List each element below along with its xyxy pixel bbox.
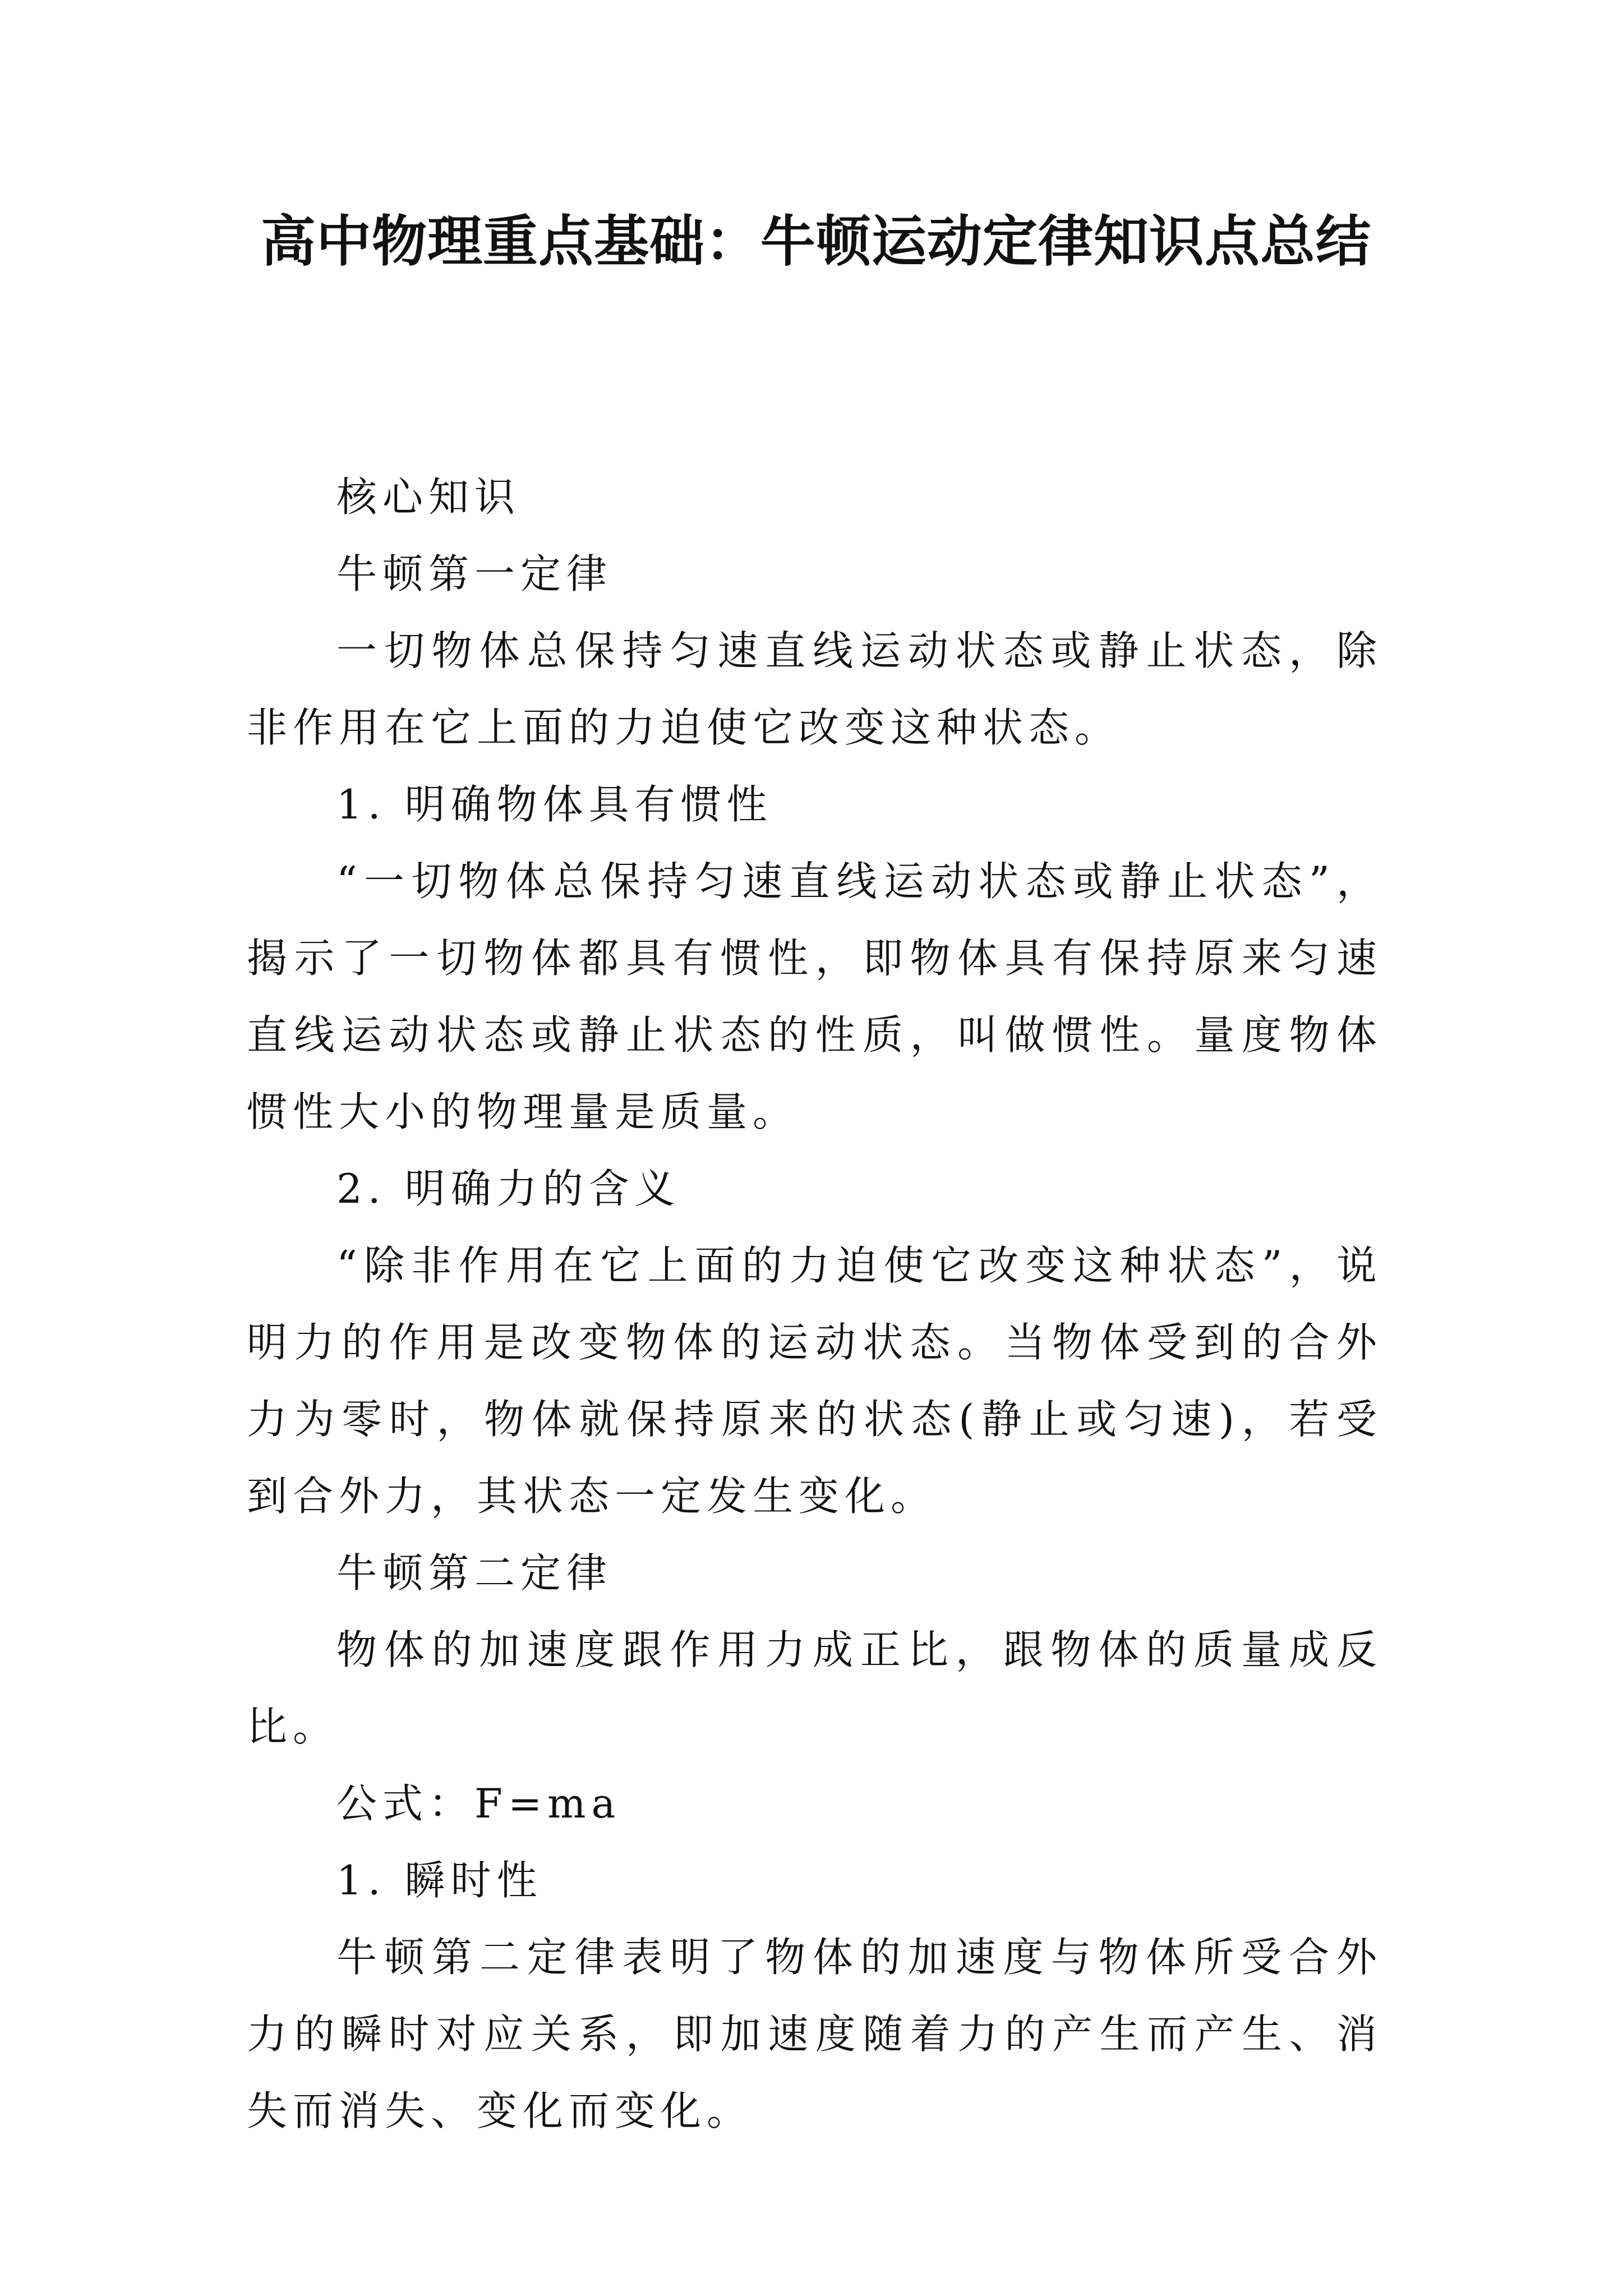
- subheading-instantaneity: 1. 瞬时性: [336, 1857, 543, 1904]
- paragraph-force-meaning: “除非作用在它上面的力迫使它改变这种状态”，说明力的作用是改变物体的运动状态。当物体受到的合外力为零时，物体就保持原来的状态(静止或匀速)，若受到合外力，其状态一定发生变化。: [247, 1242, 1382, 1520]
- heading-core-knowledge: 核心知识: [336, 473, 521, 521]
- heading-first-law: 牛顿第一定律: [336, 550, 613, 597]
- paragraph-instantaneity: 牛顿第二定律表明了物体的加速度与物体所受合外力的瞬时对应关系，即加速度随着力的产生而产生、消失而消失、变化而变化。: [247, 1934, 1382, 2134]
- formula-line: 公式：F=ma: [336, 1780, 621, 1827]
- paragraph-inertia: “一切物体总保持匀速直线运动状态或静止状态”，揭示了一切物体都具有惯性，即物体具有保持原来匀速直线运动状态或静止状态的性质，叫做惯性。量度物体惯性大小的物理量是质量。: [247, 858, 1382, 1135]
- document-body: [247, 459, 1382, 2150]
- subheading-inertia: 1. 明确物体具有惯性: [336, 781, 773, 828]
- paragraph-second-law-statement: 物体的加速度跟作用力成正比，跟物体的质量成反比。: [247, 1626, 1382, 1750]
- paragraph-first-law-statement: 一切物体总保持匀速直线运动状态或静止状态，除非作用在它上面的力迫使它改变这种状态。: [247, 627, 1382, 751]
- document-title: 高中物理重点基础：牛顿运动定律知识点总结: [260, 209, 1371, 274]
- subheading-force-meaning: 2. 明确力的含义: [336, 1165, 681, 1212]
- heading-second-law: 牛顿第二定律: [336, 1549, 613, 1596]
